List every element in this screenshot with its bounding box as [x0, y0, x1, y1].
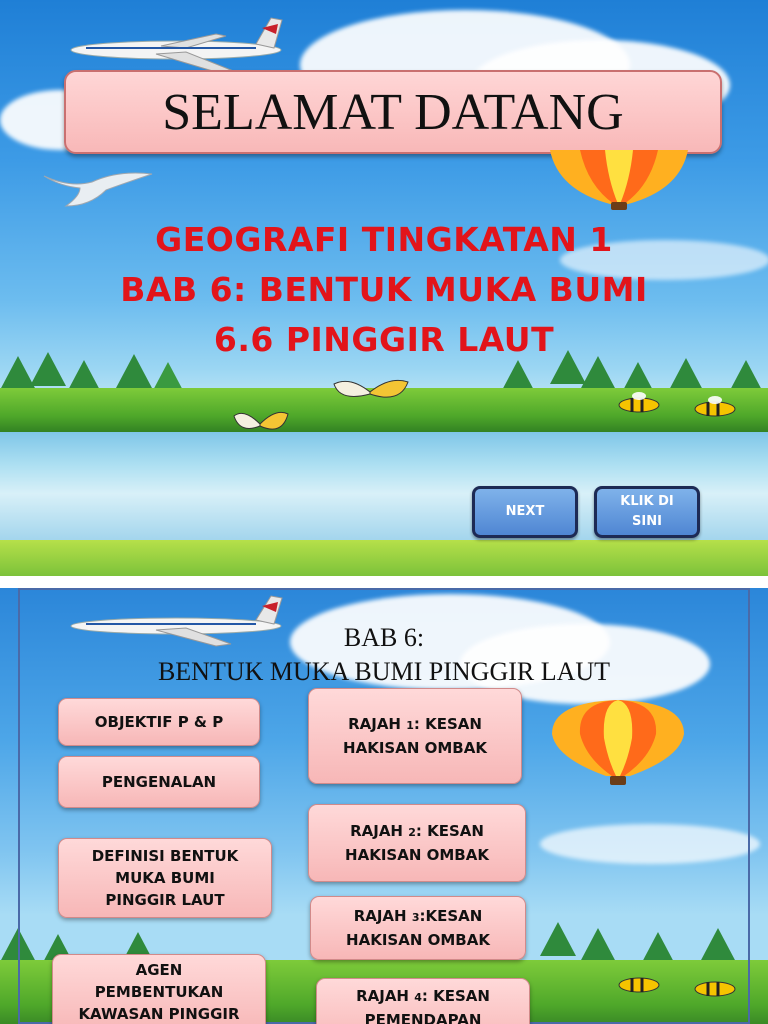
hot-air-balloon-icon — [550, 150, 688, 212]
agen-label-3: KAWASAN PINGGIR — [78, 1005, 240, 1023]
definisi-label-3: PINGGIR LAUT — [105, 891, 225, 909]
klik-button-label-1: KLIK DI — [620, 494, 674, 509]
bee-icon — [690, 396, 740, 418]
objektif-label: OBJEKTIF P & P — [94, 713, 224, 731]
rajah-2-label-1: RAJAH 2: KESAN — [350, 822, 484, 840]
klik-di-sini-button[interactable] — [594, 486, 700, 538]
definisi-button[interactable] — [58, 838, 272, 918]
cloud — [540, 824, 760, 864]
bee-icon — [614, 972, 664, 994]
bee-icon — [614, 392, 664, 414]
rajah-4-button[interactable] — [316, 978, 530, 1024]
tree — [580, 928, 616, 962]
tree — [668, 358, 704, 392]
headline-line-3: 6.6 PINGGIR LAUT — [213, 320, 555, 359]
agen-label-2: PEMBENTUKAN — [94, 983, 224, 1001]
slide-menu — [0, 588, 768, 1024]
next-button[interactable] — [472, 486, 578, 538]
rajah-1-button[interactable] — [308, 688, 522, 784]
bird-icon — [40, 166, 155, 212]
rajah-4-label-2: PEMENDAPAN — [364, 1011, 482, 1024]
grass-foreground — [0, 540, 768, 576]
definisi-label-1: DEFINISI BENTUK — [91, 847, 239, 865]
slide-title-line-1: BAB 6: — [343, 623, 425, 652]
rajah-1-label-1: RAJAH 1: KESAN — [348, 715, 482, 733]
headline-line-1: GEOGRAFI TINGKATAN 1 — [155, 220, 613, 259]
airplane-icon — [66, 14, 296, 74]
tree — [700, 928, 736, 962]
bee-icon — [690, 976, 740, 998]
agen-label-1: AGEN — [135, 961, 183, 979]
tree — [116, 354, 152, 388]
tree — [0, 928, 36, 962]
agen-button[interactable] — [52, 954, 266, 1024]
rajah-1-label-2: HAKISAN OMBAK — [343, 739, 487, 757]
klik-button-label-2: SINI — [632, 514, 662, 529]
rajah-3-label-1: RAJAH 3:KESAN — [353, 907, 483, 925]
slide-title-line-2: BENTUK MUKA BUMI PINGGIR LAUT — [157, 657, 611, 686]
rajah-4-label-1: RAJAH 4: KESAN — [356, 987, 490, 1005]
next-button-label: NEXT — [505, 504, 545, 519]
pengenalan-button[interactable] — [58, 756, 260, 808]
headline-line-2: BAB 6: BENTUK MUKA BUMI — [120, 270, 648, 309]
tree — [30, 352, 66, 386]
rajah-2-button[interactable] — [308, 804, 526, 882]
rajah-2-label-2: HAKISAN OMBAK — [345, 846, 489, 864]
rajah-3-button[interactable] — [310, 896, 526, 960]
butterfly-icon — [330, 376, 410, 408]
objektif-button[interactable] — [58, 698, 260, 746]
hot-air-balloon-icon — [550, 698, 686, 786]
pengenalan-label: PENGENALAN — [101, 773, 217, 791]
tree — [540, 922, 576, 956]
rajah-3-label-2: HAKISAN OMBAK — [346, 931, 490, 949]
definisi-label-2: MUKA BUMI — [115, 869, 215, 887]
butterfly-icon — [232, 408, 290, 438]
tree — [580, 356, 616, 390]
page-title: SELAMAT DATANG — [64, 70, 722, 154]
